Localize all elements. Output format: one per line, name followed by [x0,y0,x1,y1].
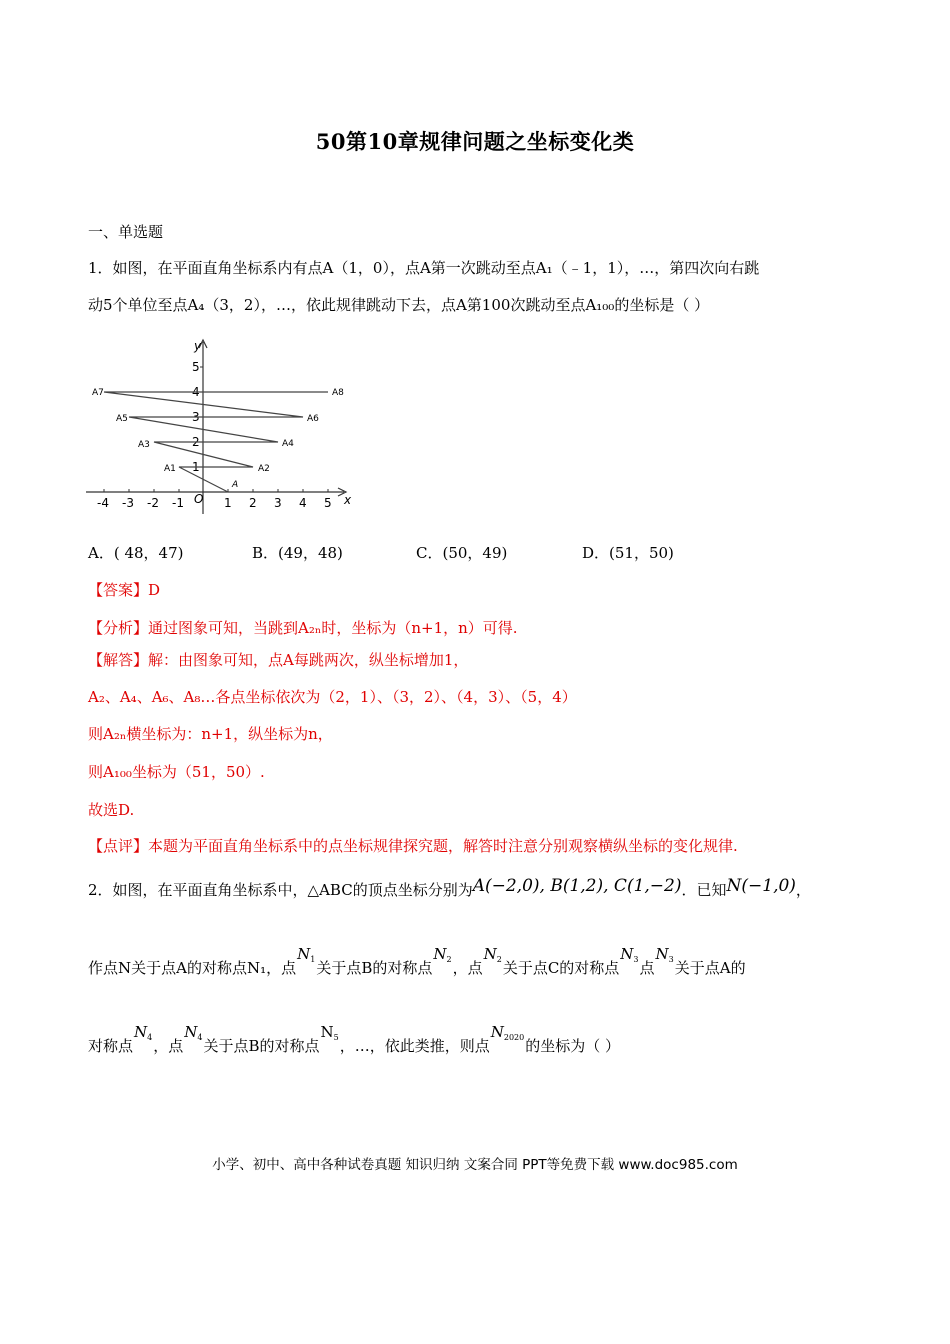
point-label-a7: A7 [92,388,104,398]
section-heading: 一、单选题 [88,223,164,241]
q1-solution-line: 则A₁₀₀坐标为（51，50）. [88,763,265,781]
symbol-n2: $N_2$ [483,945,502,964]
page-footer: 小学、初中、高中各种试卷真题 知识归纳 文案合同 PPT等免费下载 www.doc985.com [212,1157,738,1173]
q1-line2: 动5个单位至点A₄（3，2），…，依此规律跳动下去，点A第100次跳动至点A₁₀₀的坐标是（ ） [88,296,710,314]
x-tick-label: -4 [97,496,109,510]
x-tick-label: -2 [147,496,159,510]
q2-line2 [88,945,746,984]
point-label-a4: A4 [282,439,294,449]
y-tick-label: 4 [192,385,200,399]
q2-line1-text: ， [795,881,811,899]
q2-line1-text: 2．如图，在平面直角坐标系中，△ABC的顶点坐标分别为 [88,881,473,899]
symbol-n4: $N_4$ [134,1023,153,1042]
q1-answer: 【答案】D [88,581,161,599]
q2-line1 [88,876,811,900]
x-axis-label: x [344,493,352,507]
point-label-a1: A1 [164,464,176,474]
option-d: D．(51，50) [582,544,674,562]
coordinate-graph [86,338,358,518]
q2-line1-text: ．已知 [681,881,727,899]
q2-line3 [88,1023,620,1062]
q1-line1: 1．如图，在平面直角坐标系内有点A（1，0），点A第一次跳动至点A₁（﹣1，1），…，第四次向右跳 [88,259,760,277]
q1-options [88,542,888,562]
q2-line3-text: ，点 [153,1037,184,1055]
option-a: A．( 48，47) [88,544,184,562]
q2-line2-text: 关于点A的 [674,959,746,977]
point-label-a6: A6 [307,414,319,424]
q1-solution-line: 故选D. [88,801,135,819]
origin-label: O [194,492,204,506]
q2-line2-text: ，点 [452,959,483,977]
symbol-n4: $N_4$ [184,1023,203,1042]
symbol-n5: $N_5$ [320,1023,339,1042]
y-tick-label: 2 [192,435,200,449]
q2-line2-text: 作点N关于点A的对称点N₁，点 [88,959,297,977]
q2-line2-text: 关于点C的对称点 [502,959,620,977]
point-label-a8: A8 [332,388,344,398]
x-tick-label: 2 [249,496,257,510]
q2-line2-text: 点 [639,959,655,977]
q1-solution-line: A₂、A₄、A₆、A₈…各点坐标依次为（2，1）、（3，2）、（4，3）、（5，4） [88,688,577,706]
q2-line3-text: 对称点 [88,1037,134,1055]
symbol-n2: $N_2$ [433,945,452,964]
x-tick-label: -1 [172,496,184,510]
point-label-a5: A5 [116,414,128,424]
point-label-a3: A3 [138,440,150,450]
page-title: 50第10章规律问题之坐标变化类 [315,129,635,154]
q1-analysis: 【分析】通过图象可知，当跳到A₂ₙ时，坐标为（n+1，n）可得. [88,619,518,637]
q2-line3-text: ，…，依此类推，则点 [339,1037,490,1055]
symbol-n3: $N_3$ [655,945,674,964]
point-label-a: A [232,480,239,490]
q2-line3-text: 的坐标为（ ） [525,1037,620,1055]
option-b: B．(49，48) [252,544,343,562]
q2-point-n-math: N(−1,0) [726,876,796,896]
symbol-n1: $N_1$ [297,945,316,964]
x-tick-label: 5 [324,496,332,510]
q1-comment: 【点评】本题为平面直角坐标系中的点坐标规律探究题，解答时注意分别观察横纵坐标的变化规律. [88,837,738,855]
y-tick-label: 1 [192,460,200,474]
option-c: C．(50，49) [416,544,508,562]
x-tick-label: 1 [224,496,232,510]
q2-line3-text: 关于点B的对称点 [203,1037,320,1055]
y-axis-label: y [194,339,202,353]
y-tick-label: 5 [192,360,200,374]
symbol-n3: $N_3$ [620,945,639,964]
q1-solution-line: 则A₂ₙ横坐标为：n+1，纵坐标为n， [88,725,333,743]
symbol-n2020: $N_{2020}$ [490,1023,525,1042]
point-label-a2: A2 [258,464,270,474]
y-tick-label: 3 [192,410,200,424]
q1-solution-line: 【解答】解：由图象可知，点A每跳两次，纵坐标增加1， [88,651,469,669]
q2-vertices-math: A(−2,0), B(1,2), C(1,−2) [472,876,682,896]
x-tick-label: -3 [122,496,134,510]
q2-line2-text: 关于点B的对称点 [316,959,433,977]
x-tick-label: 3 [274,496,282,510]
x-tick-label: 4 [299,496,307,510]
